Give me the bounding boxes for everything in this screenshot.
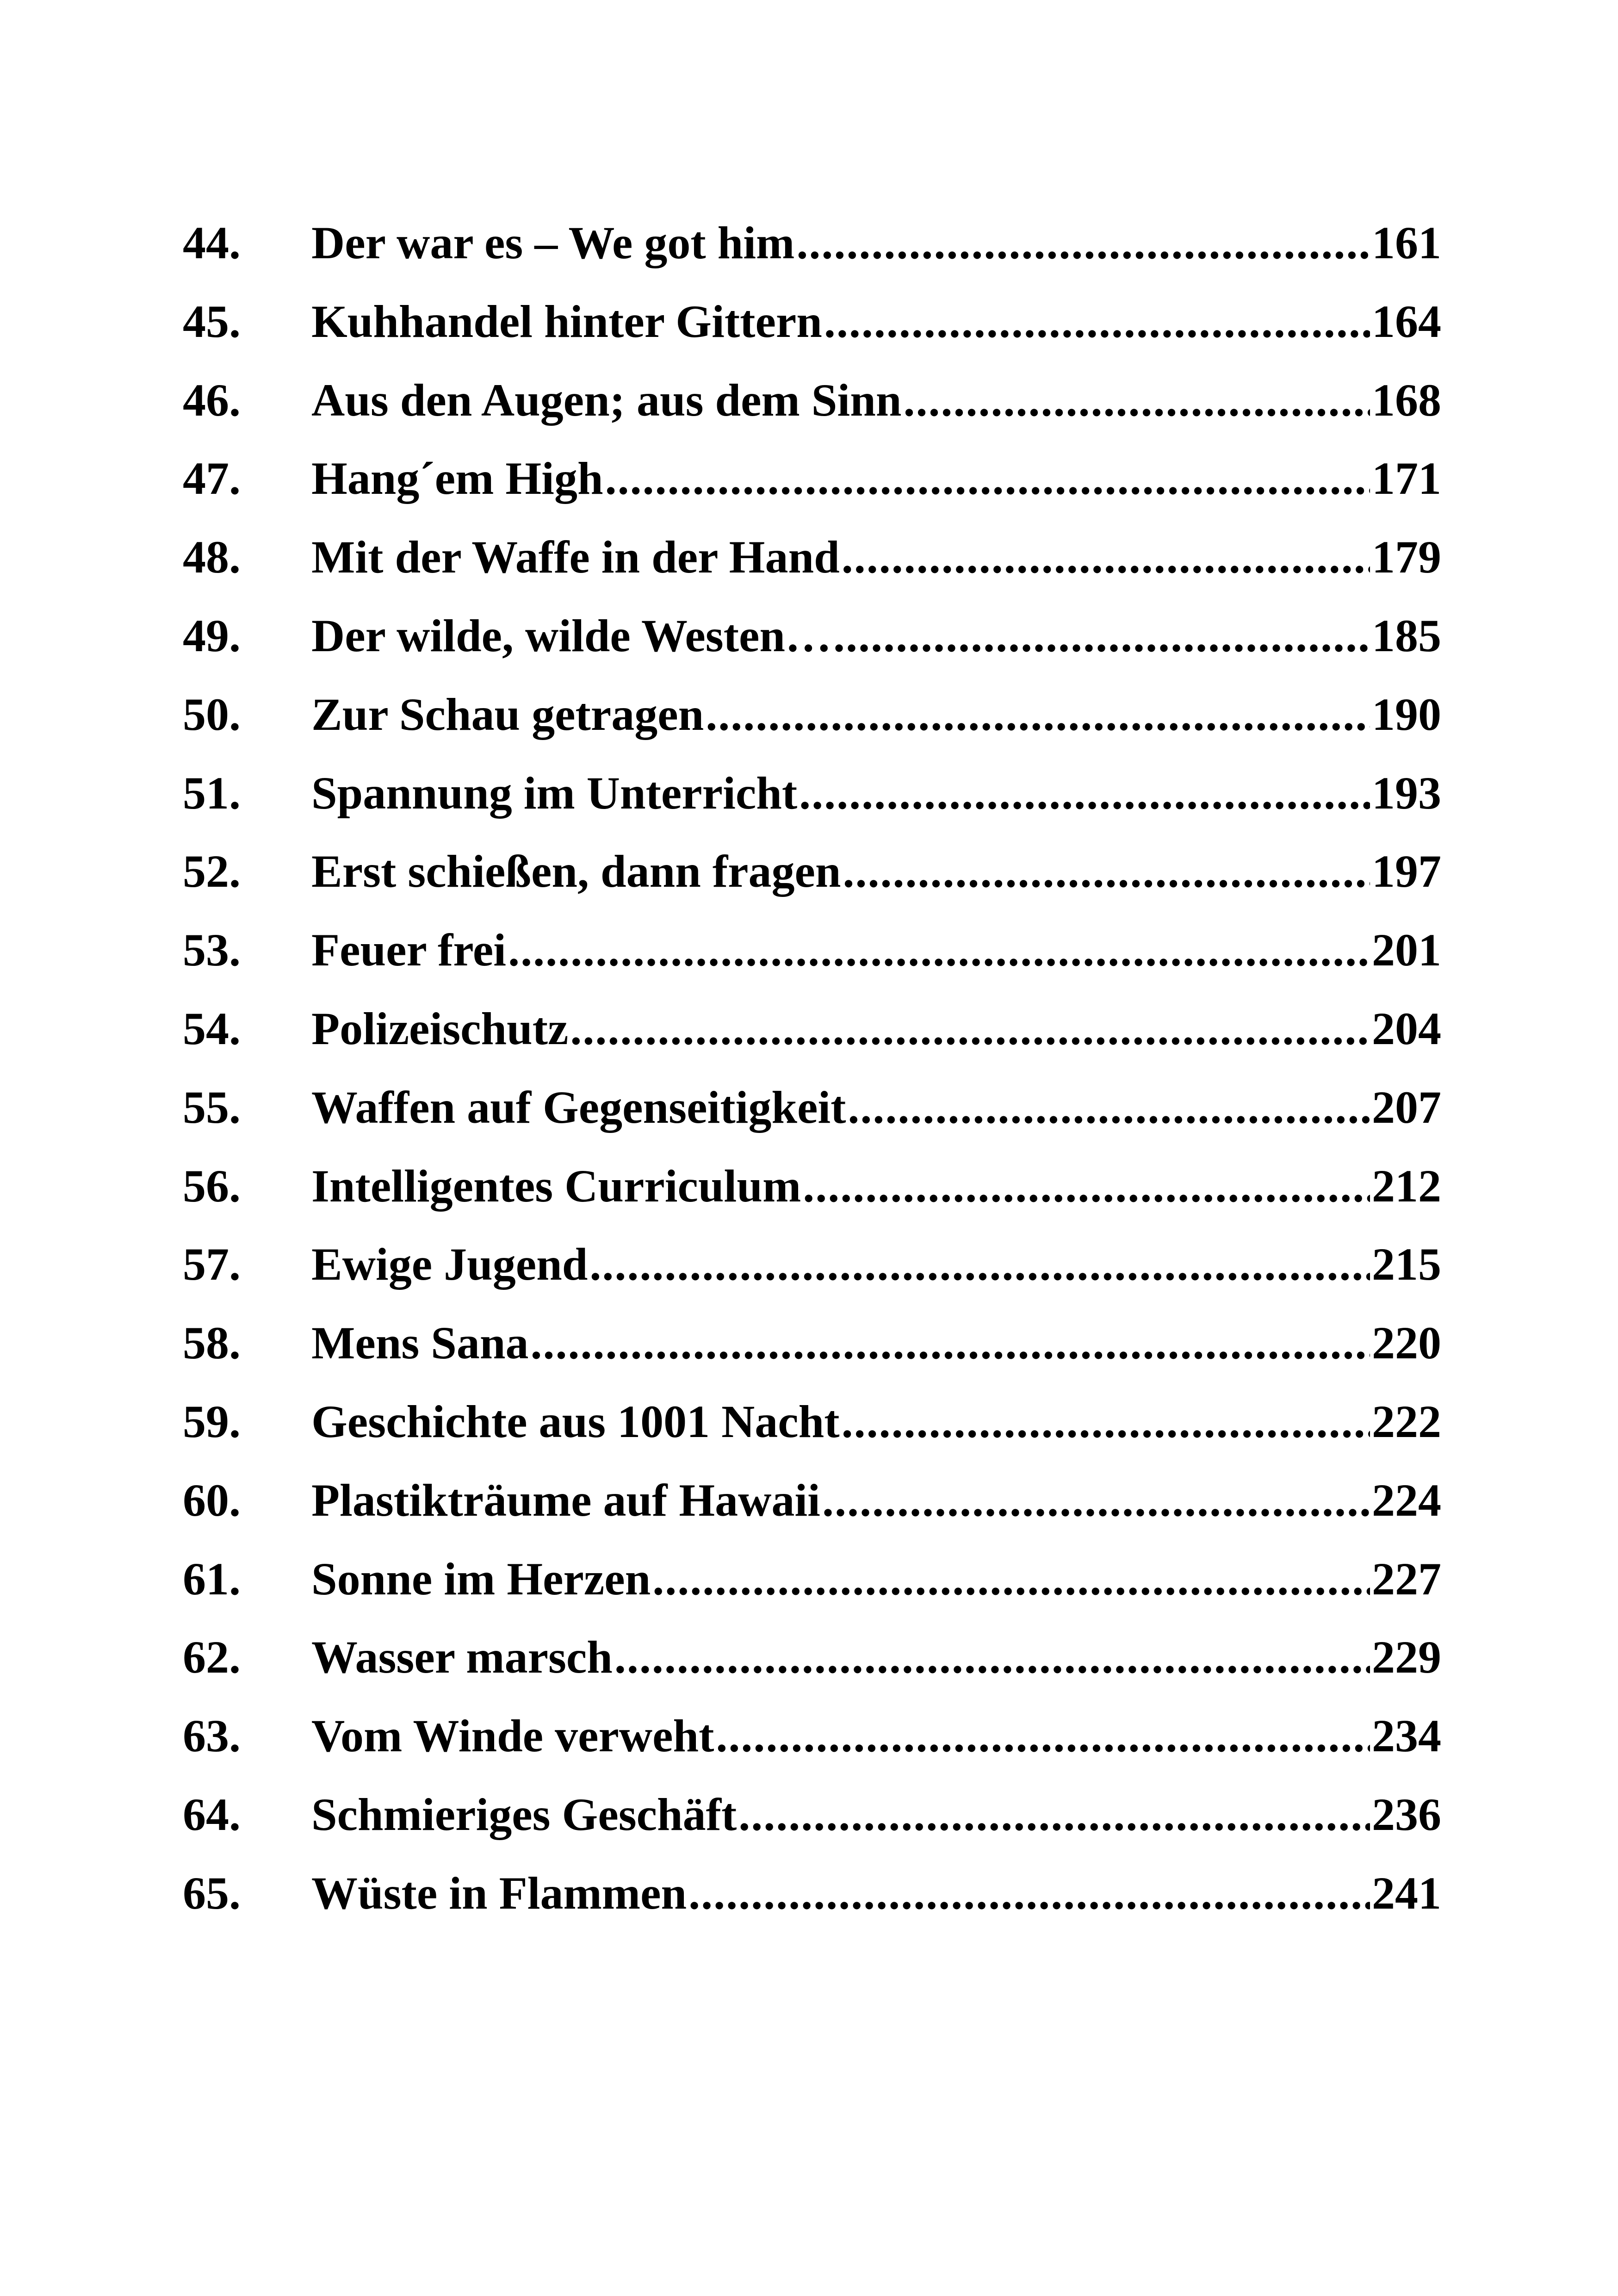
chapter-number: 63. bbox=[183, 1710, 241, 1762]
chapter-number: 62. bbox=[183, 1631, 241, 1683]
page-number: 207 bbox=[1372, 1081, 1441, 1133]
toc-title-row bbox=[311, 1225, 1441, 1304]
dot-leader bbox=[848, 1068, 1370, 1147]
toc-entry-64[interactable] bbox=[183, 1775, 1441, 1854]
page-number: 215 bbox=[1372, 1238, 1441, 1290]
dot-leader bbox=[531, 1304, 1370, 1382]
dot-leader bbox=[843, 832, 1370, 911]
page-number: 229 bbox=[1372, 1631, 1441, 1683]
toc-entry-57[interactable] bbox=[183, 1225, 1441, 1304]
toc-entry-63[interactable] bbox=[183, 1697, 1441, 1775]
chapter-number: 56. bbox=[183, 1160, 241, 1212]
chapter-number: 59. bbox=[183, 1395, 241, 1447]
toc-entry-65[interactable] bbox=[183, 1854, 1441, 1933]
chapter-title: Erst schießen, dann fragen bbox=[311, 846, 841, 897]
dot-leader bbox=[903, 361, 1370, 440]
chapter-number: 52. bbox=[183, 846, 241, 897]
dot-leader bbox=[822, 1461, 1370, 1540]
page-number: 179 bbox=[1372, 531, 1441, 583]
page-number: 222 bbox=[1372, 1395, 1441, 1447]
chapter-number: 53. bbox=[183, 924, 241, 976]
toc-entry-52[interactable] bbox=[183, 832, 1441, 911]
page-number: 212 bbox=[1372, 1160, 1441, 1212]
chapter-number: 58. bbox=[183, 1317, 241, 1369]
toc-entry-48[interactable] bbox=[183, 518, 1441, 597]
toc-title-row bbox=[311, 911, 1441, 989]
chapter-number: 46. bbox=[183, 374, 241, 426]
dot-leader bbox=[589, 1225, 1370, 1304]
chapter-title: Vom Winde verweht bbox=[311, 1710, 714, 1762]
chapter-number: 64. bbox=[183, 1788, 241, 1840]
toc-entry-54[interactable] bbox=[183, 989, 1441, 1068]
toc-entry-61[interactable] bbox=[183, 1540, 1441, 1618]
page-number: 204 bbox=[1372, 1002, 1441, 1054]
chapter-number: 54. bbox=[183, 1002, 241, 1054]
chapter-title: Wüste in Flammen bbox=[311, 1867, 687, 1919]
toc-entry-45[interactable] bbox=[183, 282, 1441, 361]
chapter-number: 55. bbox=[183, 1081, 241, 1133]
toc-entry-50[interactable] bbox=[183, 675, 1441, 754]
dot-leader bbox=[842, 518, 1370, 597]
chapter-title: Intelligentes Curriculum bbox=[311, 1160, 801, 1212]
dot-leader bbox=[605, 439, 1370, 518]
toc-title-row bbox=[311, 1775, 1441, 1854]
dot-leader bbox=[570, 989, 1370, 1068]
dot-leader bbox=[842, 1382, 1370, 1461]
chapter-title: Ewige Jugend bbox=[311, 1238, 588, 1290]
toc-title-row bbox=[311, 1461, 1441, 1540]
chapter-title: Plastikträume auf Hawaii bbox=[311, 1474, 820, 1526]
dot-leader bbox=[738, 1775, 1370, 1854]
toc-entry-62[interactable] bbox=[183, 1618, 1441, 1697]
toc-entry-58[interactable] bbox=[183, 1304, 1441, 1382]
dot-leader bbox=[824, 282, 1370, 361]
toc-title-row bbox=[311, 1147, 1441, 1226]
chapter-title: Der wilde, wilde Westen… bbox=[311, 610, 832, 661]
page-number: 241 bbox=[1372, 1867, 1441, 1919]
toc-entry-47[interactable] bbox=[183, 439, 1441, 518]
table-of-contents bbox=[183, 204, 1441, 1933]
chapter-number: 65. bbox=[183, 1867, 241, 1919]
toc-title-row bbox=[311, 439, 1441, 518]
page-number: 224 bbox=[1372, 1474, 1441, 1526]
chapter-title: Aus den Augen; aus dem Sinn bbox=[311, 374, 902, 426]
chapter-title: Feuer frei bbox=[311, 924, 507, 976]
dot-leader bbox=[706, 675, 1370, 754]
chapter-number: 50. bbox=[183, 688, 241, 740]
dot-leader bbox=[508, 911, 1370, 989]
toc-entry-44[interactable] bbox=[183, 204, 1441, 282]
dot-leader bbox=[716, 1697, 1370, 1775]
toc-entry-56[interactable] bbox=[183, 1147, 1441, 1226]
dot-leader bbox=[799, 754, 1370, 833]
toc-title-row bbox=[311, 754, 1441, 833]
chapter-number: 44. bbox=[183, 217, 241, 268]
chapter-title: Hang´em High bbox=[311, 453, 603, 504]
toc-entry-53[interactable] bbox=[183, 911, 1441, 989]
toc-title-row bbox=[311, 1854, 1441, 1933]
page-number: 164 bbox=[1372, 295, 1441, 347]
dot-leader bbox=[803, 1147, 1370, 1226]
toc-entry-46[interactable] bbox=[183, 361, 1441, 440]
page-number: 193 bbox=[1372, 767, 1441, 819]
chapter-title: Schmieriges Geschäft bbox=[311, 1788, 737, 1840]
page-number: 197 bbox=[1372, 846, 1441, 897]
dot-leader bbox=[796, 204, 1370, 282]
toc-entry-60[interactable] bbox=[183, 1461, 1441, 1540]
toc-entry-55[interactable] bbox=[183, 1068, 1441, 1147]
toc-title-row bbox=[311, 518, 1441, 597]
chapter-title: Sonne im Herzen bbox=[311, 1553, 651, 1605]
toc-title-row bbox=[311, 282, 1441, 361]
toc-title-row bbox=[311, 361, 1441, 440]
dot-leader bbox=[688, 1854, 1370, 1933]
toc-title-row bbox=[311, 204, 1441, 282]
chapter-number: 60. bbox=[183, 1474, 241, 1526]
page-number: 168 bbox=[1372, 374, 1441, 426]
chapter-number: 48. bbox=[183, 531, 241, 583]
toc-title-row bbox=[311, 1068, 1441, 1147]
chapter-number: 51. bbox=[183, 767, 241, 819]
chapter-number: 49. bbox=[183, 610, 241, 661]
toc-title-row bbox=[311, 1540, 1441, 1618]
toc-title-row bbox=[311, 675, 1441, 754]
chapter-number: 47. bbox=[183, 453, 241, 504]
toc-entry-49[interactable] bbox=[183, 597, 1441, 675]
page-number: 161 bbox=[1372, 217, 1441, 268]
toc-title-row bbox=[311, 1304, 1441, 1382]
page-number: 234 bbox=[1372, 1710, 1441, 1762]
page-number: 190 bbox=[1372, 688, 1441, 740]
toc-entry-51[interactable] bbox=[183, 754, 1441, 833]
chapter-title: Waffen auf Gegenseitigkeit bbox=[311, 1081, 846, 1133]
chapter-title: Mit der Waffe in der Hand bbox=[311, 531, 840, 583]
chapter-title: Mens Sana bbox=[311, 1317, 529, 1369]
chapter-title: Kuhhandel hinter Gittern bbox=[311, 295, 822, 347]
toc-title-row bbox=[311, 597, 1441, 675]
page-number: 220 bbox=[1372, 1317, 1441, 1369]
chapter-title: Zur Schau getragen bbox=[311, 688, 704, 740]
page-number: 236 bbox=[1372, 1788, 1441, 1840]
dot-leader bbox=[833, 597, 1370, 675]
chapter-title: Polizeischutz bbox=[311, 1002, 569, 1054]
toc-entry-59[interactable] bbox=[183, 1382, 1441, 1461]
dot-leader bbox=[652, 1540, 1370, 1618]
page-number: 171 bbox=[1372, 453, 1441, 504]
chapter-number: 57. bbox=[183, 1238, 241, 1290]
toc-title-row bbox=[311, 1697, 1441, 1775]
toc-title-row bbox=[311, 1618, 1441, 1697]
toc-title-row bbox=[311, 1382, 1441, 1461]
dot-leader bbox=[614, 1618, 1370, 1697]
chapter-title: Der war es – We got him bbox=[311, 217, 795, 268]
page-number: 201 bbox=[1372, 924, 1441, 976]
page-number: 185 bbox=[1372, 610, 1441, 661]
toc-title-row bbox=[311, 989, 1441, 1068]
chapter-title: Geschichte aus 1001 Nacht bbox=[311, 1395, 840, 1447]
chapter-title: Wasser marsch bbox=[311, 1631, 613, 1683]
chapter-number: 45. bbox=[183, 295, 241, 347]
toc-title-row bbox=[311, 832, 1441, 911]
chapter-number: 61. bbox=[183, 1553, 241, 1605]
page-number: 227 bbox=[1372, 1553, 1441, 1605]
chapter-title: Spannung im Unterricht bbox=[311, 767, 798, 819]
